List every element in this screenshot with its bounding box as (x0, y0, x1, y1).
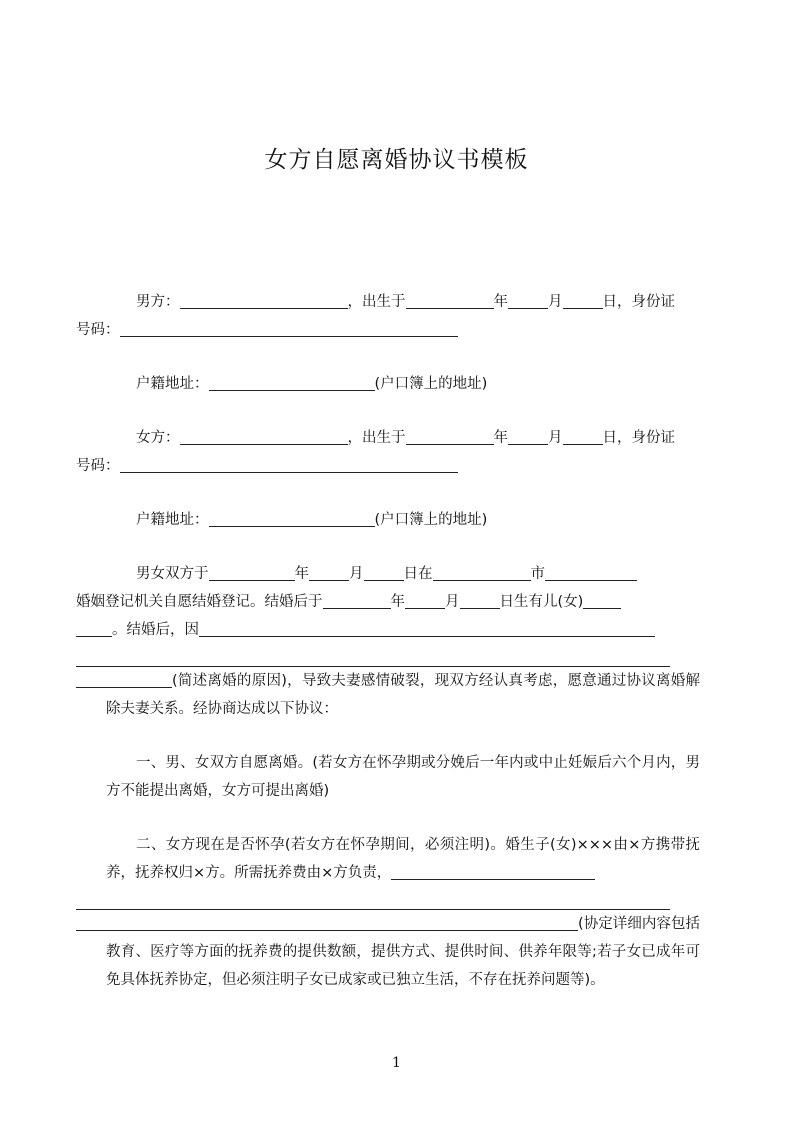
woman-label: 女方： (136, 430, 180, 446)
marriage-day-blank (364, 564, 404, 581)
man-born-label: ，出生于 (347, 294, 406, 310)
child-count-blank (583, 592, 621, 609)
woman-info-paragraph (76, 424, 700, 480)
woman-name-blank (180, 428, 348, 445)
reason-blank-1 (199, 620, 655, 637)
man-address-label: 户籍地址： (136, 376, 209, 392)
support-blank-2 (76, 887, 670, 910)
agreement-body (76, 288, 700, 994)
woman-id-label: 号码： (76, 458, 120, 474)
marriage-month-blank (309, 564, 349, 581)
marriage-city-label: 市 (530, 566, 545, 582)
clause-1: 一、男、女双方自愿离婚。(若女方在怀孕期或分娩后一年内或中止妊娠后六个月内，男方不能提出离婚，女方可提出离婚) (106, 755, 700, 799)
child-birth-month-blank (405, 592, 445, 609)
man-month-label: 月 (548, 294, 563, 310)
woman-address-note: (户口簿上的地址) (374, 512, 488, 528)
woman-day-label: 日，身份证 (602, 430, 675, 446)
child-birth-day-blank (460, 592, 500, 609)
man-info-paragraph (76, 288, 700, 344)
child-month-label: 月 (445, 594, 460, 610)
man-address-paragraph (106, 370, 700, 398)
man-birth-year-blank (406, 292, 494, 309)
woman-birth-day-blank (563, 428, 603, 445)
man-birth-day-blank (563, 292, 603, 309)
man-day-label: 日，身份证 (602, 294, 675, 310)
support-blank-1 (391, 863, 595, 880)
marriage-registration-text: 婚姻登记机关自愿结婚登记。结婚后于 (76, 594, 323, 610)
marriage-office-blank (545, 564, 637, 581)
child-count-blank-cont (76, 620, 112, 637)
woman-address-paragraph (106, 506, 700, 534)
man-year-label: 年 (493, 294, 508, 310)
page-number: 1 (392, 1055, 401, 1071)
marriage-reason-intro: 。结婚后，因 (112, 622, 199, 638)
clause-2-text: 二、女方现在是否怀孕(若女方在怀孕期间，必须注明)。婚生子(女)×××由×方携带抚养，抚养权归×方。所需抚养费由×方负责， (106, 837, 700, 881)
woman-birth-month-blank (508, 428, 548, 445)
marriage-paragraph (76, 560, 700, 723)
woman-address-blank (209, 510, 375, 527)
marriage-reason-note: (简述离婚的原因)，导致夫妻感情破裂，现双方经认真考虑，愿意通过协议离婚解除夫妻关系。经协商达成以下协议： (106, 673, 700, 717)
man-name-blank (180, 292, 348, 309)
support-blank-3 (76, 914, 578, 931)
child-birth-year-blank (323, 592, 391, 609)
marriage-year-label: 年 (294, 566, 309, 582)
reason-blank-2 (76, 644, 670, 667)
woman-month-label: 月 (548, 430, 563, 446)
woman-year-label: 年 (493, 430, 508, 446)
woman-address-label: 户籍地址： (136, 512, 209, 528)
man-id-blank (120, 320, 458, 337)
clause-2-note: (协定详细内容包括教育、医疗等方面的抚养费的提供数额，提供方式、提供时间、供养年限等;若子女已成年可免具体抚养协定，但必须注明子女已成家或已独立生活，不存在抚养问题等)。 (106, 916, 700, 988)
child-day-label: 日生有儿(女) (499, 594, 584, 610)
child-year-label: 年 (390, 594, 405, 610)
marriage-city-blank (433, 564, 531, 581)
document-title: 女方自愿离婚协议书模板 (264, 147, 529, 173)
man-birth-month-blank (508, 292, 548, 309)
marriage-month-label: 月 (349, 566, 364, 582)
clause-2 (106, 831, 700, 994)
reason-blank-3 (76, 671, 172, 688)
marriage-intro: 男女双方于 (136, 566, 209, 582)
man-address-note: (户口簿上的地址) (374, 376, 488, 392)
man-id-label: 号码： (76, 322, 120, 338)
marriage-year-blank (209, 564, 295, 581)
woman-birth-year-blank (406, 428, 494, 445)
woman-born-label: ，出生于 (347, 430, 406, 446)
man-address-blank (209, 374, 375, 391)
marriage-day-label: 日在 (403, 566, 433, 582)
man-label: 男方： (136, 294, 180, 310)
woman-id-blank (120, 456, 458, 473)
